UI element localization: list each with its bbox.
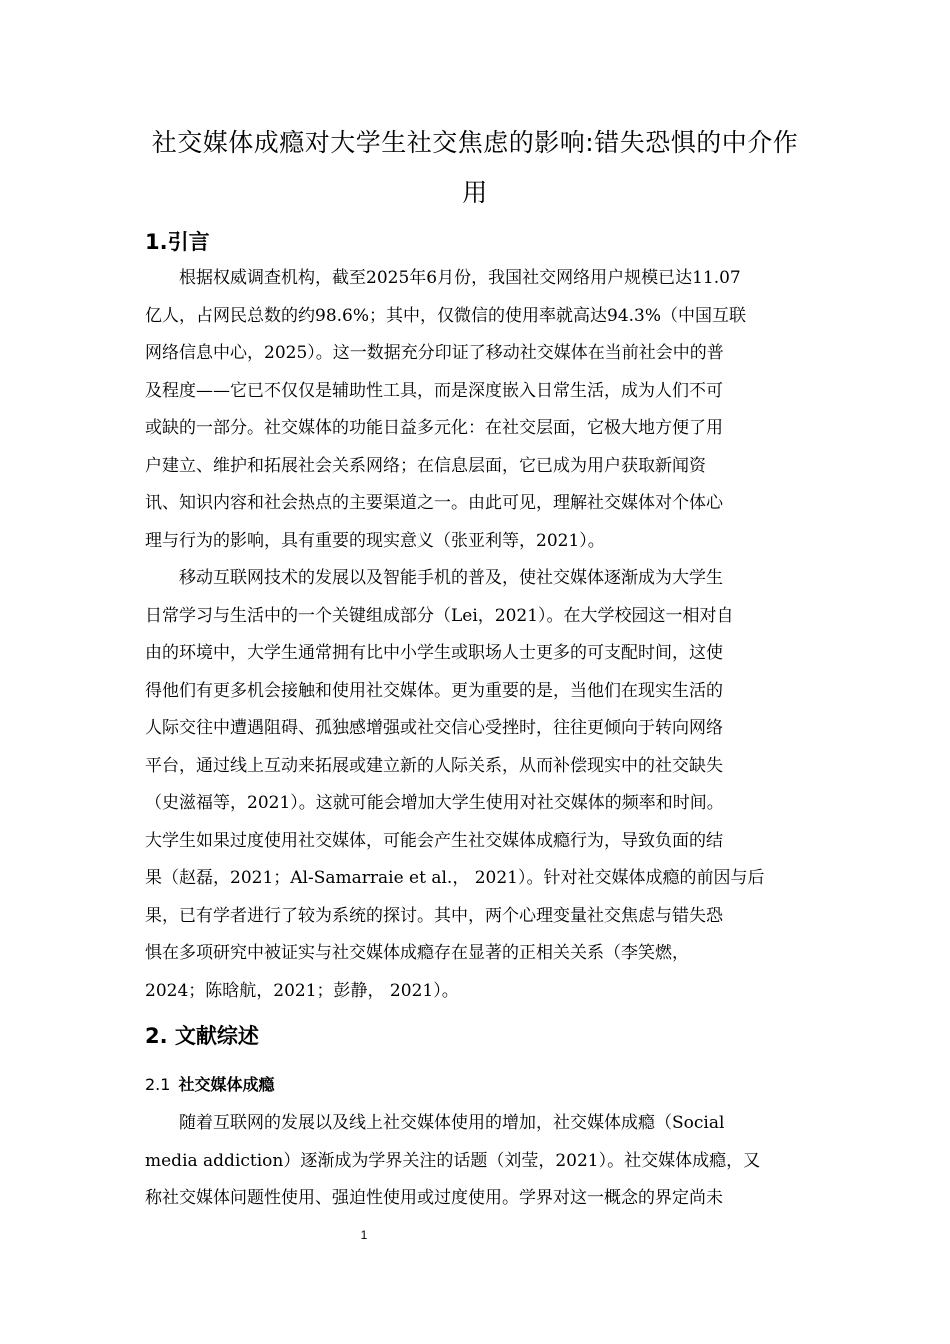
subsection-number: 2.1 bbox=[145, 1075, 171, 1094]
paragraph-line: 户建立、维护和拓展社会关系网络；在信息层面，它已成为用户获取新闻资 bbox=[145, 455, 706, 476]
title-line-2: 用 bbox=[462, 178, 488, 207]
paragraph-line: 得他们有更多机会接触和使用社交媒体。更为重要的是，当他们在现实生活的 bbox=[145, 680, 723, 701]
paragraph-line: 讯、知识内容和社会热点的主要渠道之一。由此可见，理解社交媒体对个体心 bbox=[145, 493, 723, 513]
paragraph-line: 人际交往中遭遇阻碍、孤独感增强或社交信心受挫时，往往更倾向于转向网络 bbox=[145, 718, 723, 738]
section-1-heading: 1.引言 bbox=[145, 230, 210, 254]
subsection-title: 社交媒体成瘾 bbox=[178, 1075, 275, 1094]
paragraph-line: 果，已有学者进行了较为系统的探讨。其中，两个心理变量社交焦虑与错失恐 bbox=[145, 905, 723, 926]
paragraph-line: 平台，通过线上互动来拓展或建立新的人际关系，从而补偿现实中的社交缺失 bbox=[145, 755, 723, 776]
paragraph-line: （史滋福等，2021）。这就可能会增加大学生使用对社交媒体的频率和时间。 bbox=[145, 793, 724, 813]
paragraph-line: 根据权威调查机构，截至2025年6月份，我国社交网络用户规模已达11.07 bbox=[179, 268, 741, 288]
paragraph-line: 亿人，占网民总数的约98.6%；其中，仅微信的使用率就高达94.3%（中国互联 bbox=[145, 305, 747, 326]
document-title bbox=[145, 118, 805, 218]
paragraph-line: 由的环境中，大学生通常拥有比中小学生或职场人士更多的可支配时间，这使 bbox=[145, 643, 723, 663]
paragraph-line: 2024；陈晗航，2021；彭静， 2021）。 bbox=[145, 980, 459, 1001]
paragraph-line: media addiction）逐渐成为学界关注的话题（刘莹，2021）。社交媒体成瘾，又 bbox=[145, 1150, 761, 1171]
paragraph-line: 随着互联网的发展以及线上社交媒体使用的增加，社交媒体成瘾（Social bbox=[179, 1113, 725, 1133]
paragraph-line: 网络信息中心，2025）。这一数据充分印证了移动社交媒体在当前社会中的普 bbox=[145, 343, 724, 363]
paragraph-line: 惧在多项研究中被证实与社交媒体成瘾存在显著的正相关关系（李笑燃， bbox=[145, 943, 689, 963]
paragraph-line: 或缺的一部分。社交媒体的功能日益多元化：在社交层面，它极大地方便了用 bbox=[145, 418, 723, 438]
paragraph-line: 称社交媒体问题性使用、强迫性使用或过度使用。学界对这一概念的界定尚未 bbox=[145, 1188, 723, 1208]
page-number: 1 bbox=[360, 1228, 368, 1242]
section-2-paragraph-1 bbox=[145, 1105, 809, 1218]
paragraph-line: 果（赵磊，2021；Al-Samarraie et al.， 2021）。针对社交媒体成瘾的前因与后 bbox=[145, 868, 765, 888]
section-2-heading: 2. 文献综述 bbox=[145, 1024, 259, 1048]
paragraph-line: 理与行为的影响，具有重要的现实意义（张亚利等，2021）。 bbox=[145, 530, 605, 551]
paragraph-line: 日常学习与生活中的一个关键组成部分（Lei，2021）。在大学校园这一相对自 bbox=[145, 605, 734, 626]
paragraph-line: 及程度——它已不仅仅是辅助性工具，而是深度嵌入日常生活，成为人们不可 bbox=[145, 380, 723, 401]
paragraph-line: 移动互联网技术的发展以及智能手机的普及，使社交媒体逐渐成为大学生 bbox=[179, 568, 723, 588]
paragraph-line: 大学生如果过度使用社交媒体，可能会产生社交媒体成瘾行为，导致负面的结 bbox=[145, 830, 723, 851]
subsection-2-1-heading bbox=[145, 1072, 274, 1098]
section-1-paragraph-2 bbox=[145, 560, 809, 1010]
section-1-paragraph-1 bbox=[145, 260, 809, 560]
title-line-1: 社交媒体成瘾对大学生社交焦虑的影响:错失恐惧的中介作 bbox=[151, 128, 799, 157]
